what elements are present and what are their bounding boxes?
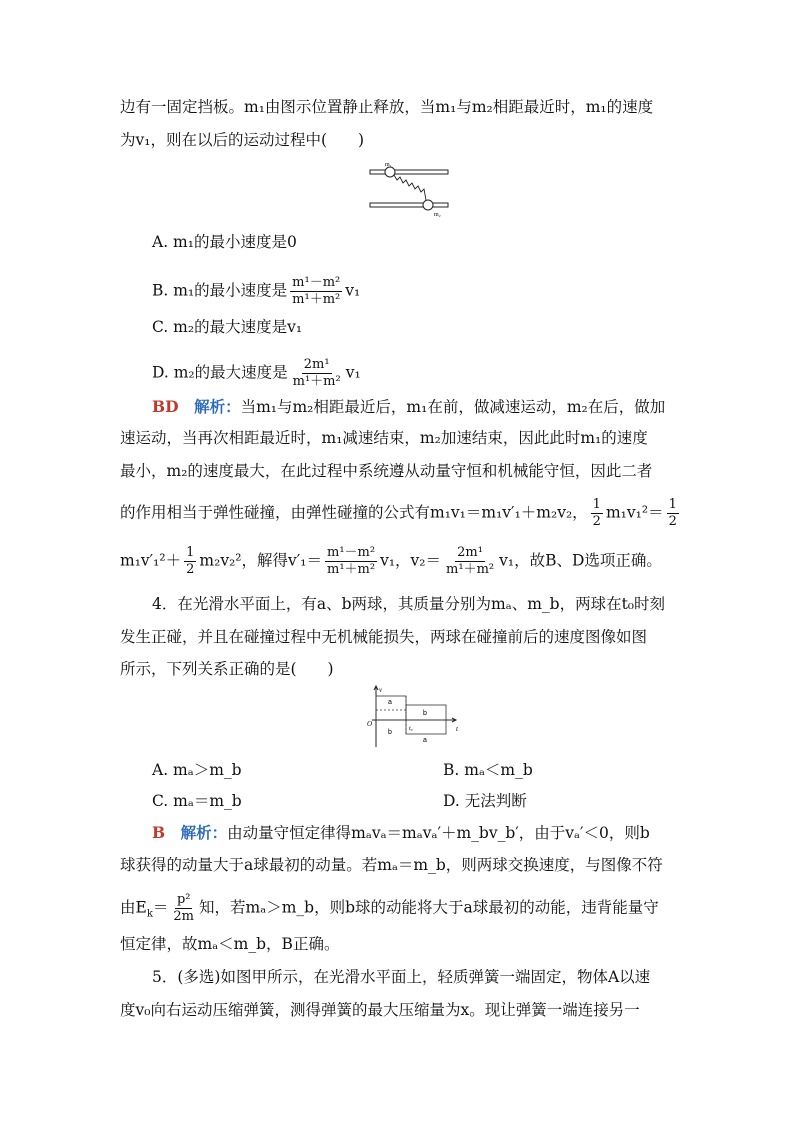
fraction-numerator: 1 xyxy=(668,497,677,512)
fraction-numerator: 1 xyxy=(186,545,195,560)
analysis-tag: 解析： xyxy=(180,823,228,842)
fraction-denominator: 2m xyxy=(173,909,195,924)
solution-text: 当m₁与m₂相距最近后，m₁在前，做减速运动，m₂在后，做加 xyxy=(240,398,666,416)
option-b: B. mₐ＜m_b xyxy=(443,761,533,779)
solution-line: 球获得的动量大于a球最初的动量。若mₐ＝m_b，则两球交换速度，与图像不符 xyxy=(120,856,663,874)
ball-b-after-label: b xyxy=(423,710,427,717)
solution-line xyxy=(152,823,650,843)
velocity-time-graph xyxy=(364,683,464,749)
solution-text: v₁，故B、D选项正确。 xyxy=(499,551,662,570)
fraction-numerator: p² xyxy=(176,892,191,907)
analysis-tag: 解析： xyxy=(194,397,241,416)
fraction xyxy=(591,497,603,530)
fraction-denominator: 2 xyxy=(668,514,677,529)
option-b-velocity: v₁ xyxy=(345,281,361,300)
fraction xyxy=(171,892,196,925)
option-a: A. m₁的最小速度是0 xyxy=(152,233,297,251)
ball-a-before-label: a xyxy=(388,699,392,706)
fraction xyxy=(325,545,377,578)
fraction xyxy=(184,545,196,578)
option-a: A. mₐ＞m_b xyxy=(152,761,242,779)
option-d xyxy=(152,357,361,390)
t-axis-label: t xyxy=(456,725,458,733)
solution-text: 知，若mₐ＞m_b，则b球的动能将大于a球最初的动能，违背能量守 xyxy=(199,898,659,917)
solution-text: 由E xyxy=(120,898,147,917)
solution-text: v₁，v₂＝ xyxy=(380,551,442,570)
question-5-line: 度v₀向右运动压缩弹簧，测得弹簧的最大压缩量为x。现让弹簧一端连接另一 xyxy=(120,1001,640,1019)
answer-label: BD xyxy=(152,397,179,416)
m2-label: m₂ xyxy=(434,212,441,218)
solution-line xyxy=(120,545,662,578)
fraction-denominator: m¹＋m² xyxy=(446,562,495,577)
fraction xyxy=(667,497,679,530)
paragraph-line: 为v₁，则在以后的运动过程中( ) xyxy=(120,131,365,149)
t0-label: t₀ xyxy=(409,726,413,732)
solution-text: m₁v₁²＝ xyxy=(605,503,664,522)
fraction-denominator: 2 xyxy=(592,514,601,529)
question-4-line: 所示，下列关系正确的是( ) xyxy=(120,660,334,678)
solution-text: m₂v₂²，解得v′₁＝ xyxy=(199,551,322,570)
option-c: C. m₂的最大速度是v₁ xyxy=(152,318,303,336)
fraction-numerator: 2m¹ xyxy=(303,357,330,372)
option-d: D. 无法判断 xyxy=(443,792,527,810)
solution-text: 的作用相当于弹性碰撞，由弹性碰撞的公式有m₁v₁＝m₁v′₁＋m₂v₂， xyxy=(120,503,588,522)
answer-label: B xyxy=(152,823,166,842)
question-4-line: 发生正碰，并且在碰撞过程中无机械能损失，两球在碰撞前后的速度图像如图 xyxy=(120,628,648,646)
solution-line: 恒定律，故mₐ＜m_b，B正确。 xyxy=(120,935,340,953)
origin-label: O xyxy=(367,720,373,728)
ball-a-after-label: a xyxy=(423,737,427,744)
fraction-denominator: m¹＋m² xyxy=(327,562,376,577)
question-4-line: 4．在光滑水平面上，有a、b两球，其质量分别为mₐ、m_b，两球在t₀时刻 xyxy=(152,595,666,613)
fraction-numerator: m¹－m² xyxy=(327,545,376,560)
m1-label: m₁ xyxy=(385,162,392,168)
fraction-denominator: m¹＋m² xyxy=(292,292,341,307)
question-5-line: 5．(多选)如图甲所示，在光滑水平面上，轻质弹簧一端固定，物体A以速 xyxy=(152,968,651,986)
solution-line xyxy=(120,497,682,530)
option-d-text: D. m₂的最大速度是 xyxy=(152,363,288,382)
solution-text: 由动量守恒定律得mₐvₐ＝mₐvₐ′＋m_bv_b′，由于vₐ′＜0，则b xyxy=(227,824,650,842)
fraction-denominator: 2 xyxy=(186,562,195,577)
fraction-denominator: m¹＋m² xyxy=(292,374,341,389)
fraction xyxy=(291,357,343,390)
subscript: k xyxy=(146,908,153,920)
ball-b-before-label: b xyxy=(388,729,392,736)
fraction-numerator: 2m¹ xyxy=(457,545,483,560)
solution-line xyxy=(152,397,665,417)
solution-line xyxy=(120,892,659,925)
option-b-text: B. m₁的最小速度是 xyxy=(152,281,288,300)
paragraph-line: 边有一固定挡板。m₁由图示位置静止释放，当m₁与m₂相距最近时，m₁的速度 xyxy=(120,98,654,116)
fraction-numerator: 1 xyxy=(592,497,601,512)
spring-rails-figure xyxy=(368,160,452,218)
solution-line: 最小，m₂的速度最大，在此过程中系统遵从动量守恒和机械能守恒，因此二者 xyxy=(120,462,653,480)
option-d-velocity: v₁ xyxy=(345,363,361,382)
v-axis-label: v xyxy=(379,686,383,694)
fraction xyxy=(444,545,496,578)
fraction-numerator: m¹－m² xyxy=(292,275,341,290)
solution-line: 速运动，当再次相距最近时，m₁减速结束，m₂加速结束，因此此时m₁的速度 xyxy=(120,429,648,447)
option-c: C. mₐ＝m_b xyxy=(152,792,242,810)
solution-text: ＝ xyxy=(152,898,169,917)
option-b xyxy=(152,275,360,308)
solution-text: m₁v′₁²＋ xyxy=(120,551,182,570)
fraction xyxy=(290,275,342,308)
